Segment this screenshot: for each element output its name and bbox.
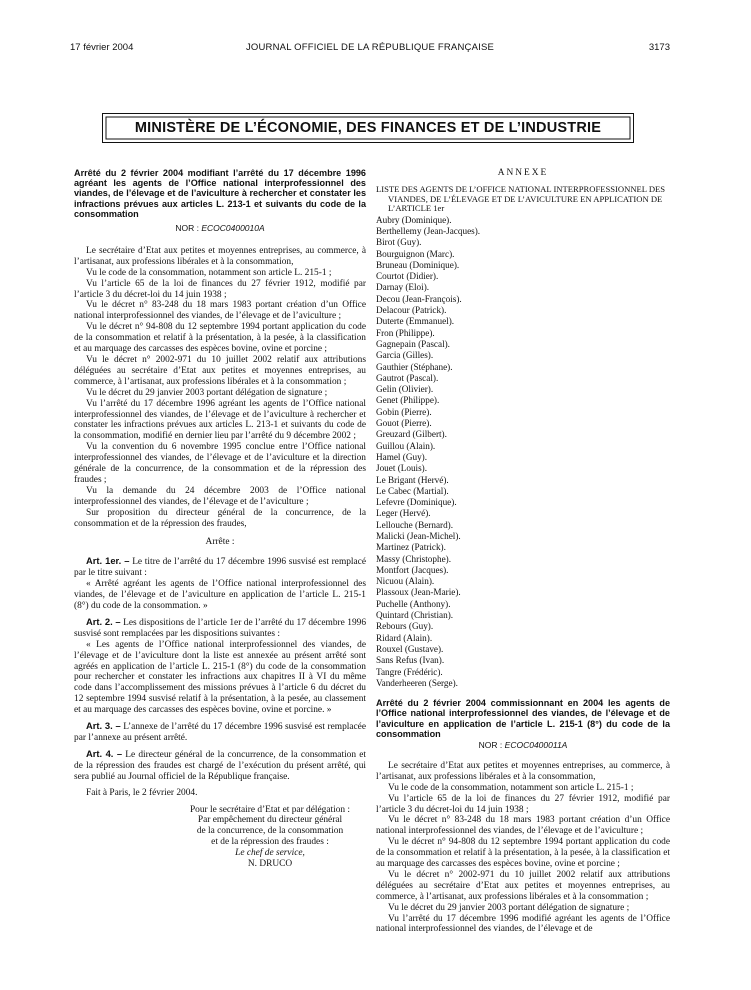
agent-name: Guillou (Alain). [376, 440, 436, 451]
visa-paragraph: Vu le décret n° 83-248 du 18 mars 1983 portant création d’un Office national interprofessionnel des viandes, de l’élevage et de l’aviculture ; [74, 300, 366, 322]
agent-name: Aubry (Dominique). [376, 214, 452, 225]
agent-name: Gelin (Olivier). [376, 384, 434, 395]
article-text: Le titre de l’arrêté du 17 décembre 1996 susvisé est remplacé par le titre suivant : [74, 557, 367, 579]
agent-name: Gouot (Pierre). [376, 418, 432, 429]
visa-paragraph: Vu l’article 65 de la loi de finances du 27 février 1912, modifié par l’article 3 du décret-loi du 14 juin 1938 ; [74, 278, 366, 300]
nor-label: NOR : [175, 223, 199, 234]
done-at: Fait à Paris, le 2 février 2004. [86, 787, 198, 798]
signature-line: et de la répression des fraudes : [211, 837, 329, 848]
right-column [376, 168, 670, 935]
agent-name: Garcia (Gilles). [376, 350, 434, 361]
agent-name: Vanderheeren (Serge). [376, 677, 458, 688]
article-label: Art. 4. – [86, 747, 123, 759]
agent-name: Gagnepain (Pascal). [376, 338, 450, 349]
signature-line: Pour le secrétaire d’Etat et par délégation : [189, 804, 351, 815]
agent-name: Jouet (Louis). [376, 463, 428, 474]
agent-name: Le Cabec (Martial). [376, 485, 449, 496]
agent-name: Malicki (Jean-Michel). [376, 531, 461, 541]
ministry-title: MINISTÈRE DE L’ÉCONOMIE, DES FINANCES ET DE L’INDUSTRIE [134, 120, 602, 136]
agent-name: Courtot (Didier). [376, 271, 439, 282]
decree-intro: Le secrétaire d’Etat aux petites et moyennes entreprises, au commerce, à l’artisanat, aux professions libérales et à la consommation, [74, 245, 366, 267]
agent-name: Montfort (Jacques). [376, 564, 449, 575]
agent-name: Birot (Guy). [376, 237, 422, 248]
agent-name: Leger (Hervé). [376, 508, 431, 519]
nor-label: NOR : [478, 739, 503, 750]
page-number: 3173 [648, 42, 670, 53]
visa-paragraph: Vu l’arrêté du 17 décembre 1996 agréant les agents de l’Office national interprofessionnel des viandes, de l’élevage et de l’aviculture à rechercher et constater les infractions prévues aux articles L. 213-1 et suivants du code de la consommation, modifié en dernier lieu par l’arrêté du 9 décembre 2002 ; [74, 398, 366, 442]
article-label: Art. 3. – [86, 720, 121, 732]
visa-paragraph: Vu le décret n° 94-808 du 12 septembre 1994 portant application du code de la consommation et relatif à la présentation, à la pesée, à la classification et au marquage des carcasses des espèces bovine, ovine et porcine ; [74, 322, 366, 355]
decree-title-2: Arrêté du 2 février 2004 commissionnant en 2004 les agents de l’Office national interprofessionnel des viandes, de l’élevage et de l’aviculture en application de l’article L. 215-1 (8°) du code de la consommation [376, 698, 670, 739]
nor-reference-2 [376, 740, 670, 751]
article-2-quote: « Les agents de l’Office national interprofessionnel des viandes, de l’élevage et de l’aviculture dont la liste est annexée au présent arrêté sont agréés en application de l’article L. 215-1 (8°) du code de la consommation pour rechercher et constater les infractions aux chapitres II à VI du même code dans l’accomplissement des missions prévues à l’article 6 du décret du 12 septembre 1994 susvisé relatif à la présentation, à la pesée, au classement et au marquage des carcasses des espèces bovine, ovine et porcine. » [74, 639, 366, 716]
article-1 [74, 556, 366, 579]
article-label: Art. 1er. – [86, 555, 130, 567]
annex-heading: ANNEXE [497, 168, 549, 178]
agent-list-title: LISTE DES AGENTS DE L’OFFICE NATIONAL INTERPROFESSIONNEL DES VIANDES, DE L’ÉLEVAGE ET DE L’AVICULTURE EN APPLICATION DE L’ARTICLE 1er [376, 183, 666, 214]
agent-name: Nicuou (Alain). [376, 576, 435, 587]
visa-paragraph: Vu l’arrêté du 17 décembre 1996 modifié agréant les agents de l’Office national interprofessionnel des viandes, de l’élevage et de [376, 913, 670, 935]
agent-name: Rouxel (Gustave). [376, 643, 444, 654]
nor-value: ECOC0400010A [201, 223, 265, 234]
agent-name: Greuzard (Gilbert). [376, 429, 447, 440]
agent-name: Darnay (Eloi). [376, 282, 430, 293]
agent-name: Decou (Jean-François). [376, 293, 462, 304]
visa-paragraph: Vu le décret du 29 janvier 2003 portant délégation de signature ; [388, 902, 630, 913]
nor-reference-1 [74, 223, 366, 234]
agent-name: Tangre (Frédéric). [376, 666, 443, 677]
visa-paragraph: Vu le décret n° 2002-971 du 10 juillet 2002 relatif aux attributions déléguées au secrétaire d’Etat aux petites et moyennes entreprises, au commerce, à l’artisanat, aux professions libérales et à la consommation ; [74, 354, 366, 387]
agent-name: Martinez (Patrick). [376, 542, 446, 553]
page-header [70, 42, 670, 56]
article-label: Art. 2. – [86, 615, 121, 627]
agent-name: Plassoux (Jean-Marie). [376, 587, 461, 598]
article-2 [74, 617, 366, 640]
agent-name: Fron (Philippe). [376, 327, 435, 338]
visa-paragraph: Vu la convention du 6 novembre 1995 conclue entre l’Office national interprofessionnel des viandes, de l’élevage et de l’aviculture et la direction générale de la concurrence, de la consommation et de la répression des fraudes ; [74, 442, 366, 485]
signature-line: Par empêchement du directeur général [197, 815, 343, 826]
left-column [74, 168, 366, 870]
visa-paragraph: Vu le code de la consommation, notamment son article L. 215-1 ; [388, 782, 634, 793]
agent-name: Bruneau (Dominique). [376, 259, 460, 270]
agent-name: Rebours (Guy). [376, 621, 434, 632]
agent-name: Gauthier (Stéphane). [376, 361, 453, 372]
visa-paragraph: Vu le décret n° 94-808 du 12 septembre 1994 portant application du code de la consommation et relatif à la présentation, à la pesée, à la classification et au marquage des carcasses des espèces bovine, ovine et porcine ; [376, 837, 670, 870]
arrete-heading: Arrête : [205, 537, 235, 548]
agent-name: Lellouche (Bernard). [376, 519, 454, 530]
agent-name: Delacour (Patrick). [376, 305, 447, 316]
visa-paragraph: Vu la demande du 24 décembre 2003 de l’Office national interprofessionnel des viandes, de l’élevage et de l’aviculture ; [74, 485, 366, 507]
agent-name: Genet (Philippe). [376, 395, 440, 406]
agent-name: Massy (Christophe). [376, 553, 452, 564]
agent-name: Ridard (Alain). [376, 632, 433, 643]
agent-name: Sans Refus (Ivan). [376, 655, 445, 666]
visa-paragraph: Vu le décret n° 83-248 du 18 mars 1983 portant création d’un Office national interprofessionnel des viandes, de l’élevage et de l’aviculture ; [376, 815, 670, 837]
visa-paragraph: Sur proposition du directeur général de la concurrence, de la consommation et de la répression des fraudes, [74, 507, 366, 529]
signatory-name: N. DRUCO [247, 859, 293, 870]
article-1-quote: « Arrêté agréant les agents de l’Office national interprofessionnel des viandes, de l’élevage et de l’aviculture en application de l’article L. 215-1 (8°) du code de la consommation. » [74, 579, 366, 612]
agent-list [376, 215, 670, 689]
visa-paragraph: Vu l’article 65 de la loi de finances du 27 février 1912, modifié par l’article 3 du décret-loi du 14 juin 1938 ; [376, 793, 670, 815]
article-text: L’annexe de l’arrêté du 17 décembre 1996 susvisé est remplacée par l’annexe au présent arrêté. [74, 722, 367, 743]
agent-name: Le Brigant (Hervé). [376, 474, 449, 485]
decree-title-1: Arrêté du 2 février 2004 modifiant l’arrêté du 17 décembre 1996 agréant les agents de l’Office national interprofessionnel des viandes, de l’élevage et de l’aviculture à rechercher et constater les infractions prévues aux articles L. 213-1 et suivants du code de la consommation [74, 168, 366, 219]
nor-value: ECOC0400011A [504, 739, 568, 750]
article-4 [74, 749, 366, 783]
decree-intro: Le secrétaire d’Etat aux petites et moyennes entreprises, au commerce, à l’artisanat, aux professions libérales et à la consommation, [376, 760, 670, 782]
agent-name: Gautrot (Pascal). [376, 372, 439, 383]
agent-name: Berthellemy (Jean-Jacques). [376, 225, 481, 236]
visa-paragraph: Vu le décret du 29 janvier 2003 portant délégation de signature ; [86, 387, 328, 398]
agent-name: Lefevre (Dominique). [376, 497, 457, 508]
visa-paragraph: Vu le décret n° 2002-971 du 10 juillet 2002 relatif aux attributions déléguées au secrétaire d’Etat aux petites et moyennes entreprises, au commerce, à l’artisanat, aux professions libérales et à la consommation ; [376, 869, 670, 902]
visa-paragraph: Vu le code de la consommation, notamment son article L. 215-1 ; [86, 267, 332, 278]
agent-name: Quintard (Christian). [376, 610, 454, 621]
signature-role: Le chef de service, [235, 848, 305, 859]
article-3 [74, 721, 366, 744]
agent-name: Bourguignon (Marc). [376, 248, 455, 259]
agent-name: Hamel (Guy). [376, 451, 428, 462]
agent-name: Duterte (Emmanuel). [376, 316, 455, 327]
ministry-banner [102, 113, 634, 143]
article-text: Les dispositions de l’article 1er de l’arrêté du 17 décembre 1996 susvisé sont remplacées par les dispositions suivantes : [74, 617, 367, 639]
article-text: Le directeur général de la concurrence, de la consommation et de la répression des fraudes est chargé de l’exécution du présent arrêté, qui sera publié au Journal officiel de la République française. [74, 749, 367, 782]
agent-name: Gobin (Pierre). [376, 406, 432, 417]
header-date: 17 février 2004 [70, 42, 134, 53]
journal-title: JOURNAL OFFICIEL DE LA RÉPUBLIQUE FRANÇAISE [245, 42, 495, 53]
signature-line: de la concurrence, de la consommation [196, 826, 344, 837]
agent-name: Puchelle (Anthony). [376, 598, 451, 609]
